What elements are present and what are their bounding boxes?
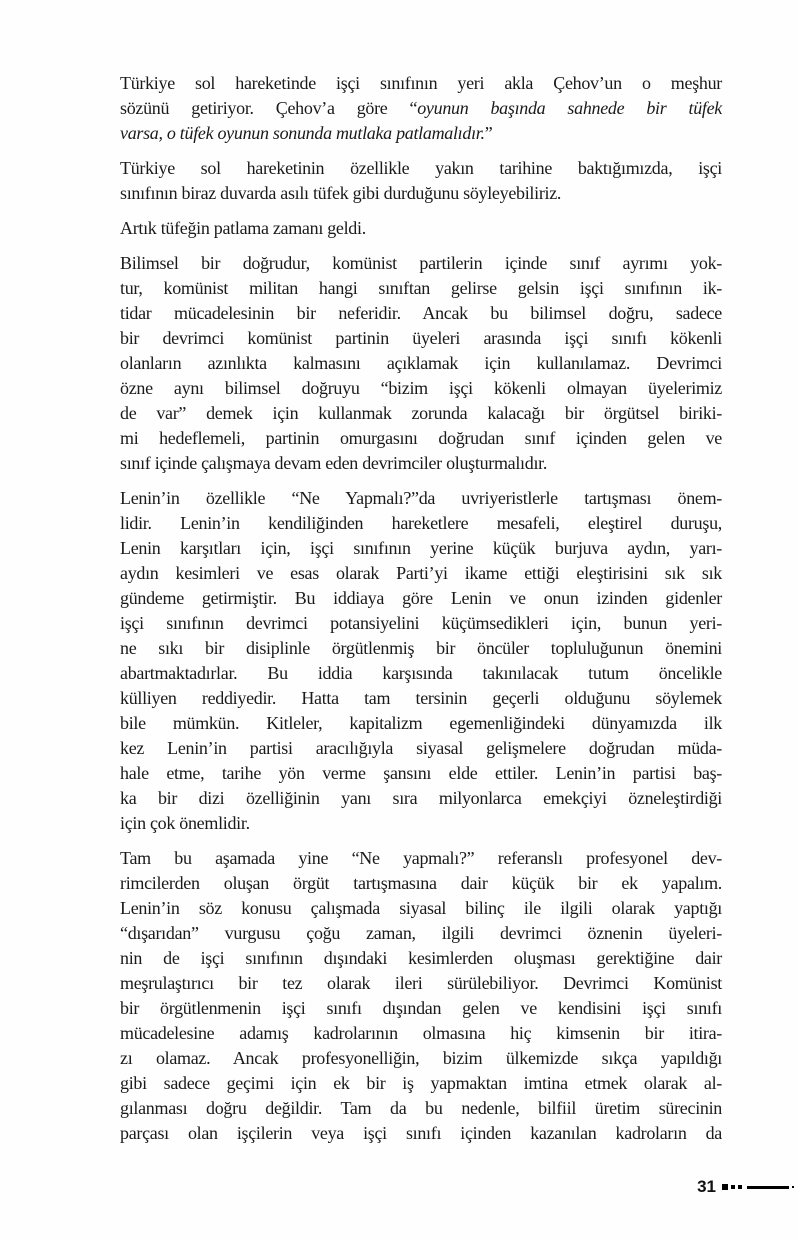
text-line	[120, 451, 722, 476]
text-segment: bir devrimci komünist partinin üyeleri arasında işçi sınıfı kökenli	[120, 328, 722, 348]
text-line	[120, 216, 722, 241]
text-line	[120, 686, 722, 711]
text-line	[120, 946, 722, 971]
text-line	[120, 996, 722, 1021]
text-line	[120, 896, 722, 921]
text-line	[120, 536, 722, 561]
text-line	[120, 661, 722, 686]
text-segment: sınıf içinde çalışmaya devam eden devrimciler oluşturmalıdır.	[120, 453, 548, 473]
text-line	[120, 811, 722, 836]
text-segment: zı olamaz. Ancak profesyonelliğin, bizim ülkemizde sıkça yapıldığı	[120, 1048, 722, 1068]
text-line	[120, 301, 722, 326]
text-line	[120, 511, 722, 536]
text-line	[120, 71, 722, 96]
text-line	[120, 1096, 722, 1121]
body-text	[120, 71, 722, 1156]
page-number: 31	[697, 1177, 716, 1196]
text-line	[120, 181, 722, 206]
text-segment: mücadelesine adamış kadrolarının olmasına hiç kimsenin bir itira-	[120, 1023, 722, 1043]
text-segment: Bilimsel bir doğrudur, komünist partilerin içinde sınıf ayrımı yok-	[120, 253, 722, 273]
text-line	[120, 251, 722, 276]
square-bullet-icon	[722, 1184, 728, 1190]
text-segment: aydın kesimleri ve esas olarak Parti’yi ikame ettiği eleştirisini sık sık	[120, 563, 722, 583]
text-segment: kez Lenin’in partisi aracılığıyla siyasal gelişmelere doğrudan müda-	[120, 738, 722, 758]
text-segment: Lenin’in özellikle “Ne Yapmalı?”da uvriyeristlerle tartışması önem-	[120, 488, 722, 508]
text-line	[120, 1121, 722, 1146]
text-segment: ka bir dizi özelliğinin yanı sıra milyonlarca emekçiyi özneleştirdiği	[120, 788, 722, 808]
text-line	[120, 376, 722, 401]
footer-end-dot-icon	[792, 1186, 794, 1188]
text-line	[120, 401, 722, 426]
text-segment: mi hedeflemeli, partinin omurgasını doğrudan sınıf içinden gelen ve	[120, 428, 722, 448]
text-segment: tidar mücadelesinin bir neferidir. Ancak bu bilimsel doğru, sadece	[120, 303, 722, 323]
text-segment: sınıfının biraz duvarda asılı tüfek gibi durduğunu söyleyebiliriz.	[120, 183, 562, 203]
text-line	[120, 276, 722, 301]
text-line	[120, 96, 722, 121]
text-segment: Tam bu aşamada yine “Ne yapmalı?” referanslı profesyonel dev-	[120, 848, 722, 868]
text-line	[120, 611, 722, 636]
text-segment: gılanması doğru değildir. Tam da bu nedenle, bilfiil üretim sürecinin	[120, 1098, 722, 1118]
square-bullet-icon	[731, 1185, 735, 1189]
page-footer	[697, 1177, 794, 1197]
text-segment: de var” demek için kullanmak zorunda kalacağı bir örgütsel biriki-	[120, 403, 722, 423]
text-segment: bir örgütlenmenin işçi sınıfı dışından gelen ve kendisini işçi sınıfı	[120, 998, 722, 1018]
text-segment: Türkiye sol hareketinde işçi sınıfının yeri akla Çehov’un o meşhur	[120, 73, 722, 93]
italic-quote-text: oyunun başında sahnede bir tüfek	[417, 98, 722, 118]
text-segment: abartmaktadırlar. Bu iddia karşısında takınılacak tutum öncelikle	[120, 663, 722, 683]
text-line	[120, 586, 722, 611]
text-segment: parçası olan işçilerin veya işçi sınıfı içinden kazanılan kadroların da	[120, 1123, 722, 1143]
text-segment: nin de işçi sınıfının dışındaki kesimlerden oluşması gerektiğine dair	[120, 948, 722, 968]
text-segment: meşrulaştırıcı bir tez olarak ileri sürülebiliyor. Devrimci Komünist	[120, 973, 722, 993]
text-line	[120, 736, 722, 761]
text-line	[120, 121, 722, 146]
text-line	[120, 1021, 722, 1046]
text-segment: Lenin karşıtları için, işçi sınıfının yerine küçük burjuva aydın, yarı-	[120, 538, 722, 558]
square-bullet-icon	[738, 1185, 742, 1189]
text-line	[120, 351, 722, 376]
para-4	[120, 251, 722, 476]
text-line	[120, 156, 722, 181]
text-segment: ne sıkı bir disiplinle örgütlenmiş bir öncüler topluluğunun önemini	[120, 638, 722, 658]
text-segment: olanların azınlıkta kalmasını açıklamak için kullanılamaz. Devrimci	[120, 353, 722, 373]
text-line	[120, 846, 722, 871]
text-line	[120, 561, 722, 586]
text-line	[120, 971, 722, 996]
text-line	[120, 426, 722, 451]
text-line	[120, 486, 722, 511]
text-line	[120, 871, 722, 896]
text-line	[120, 711, 722, 736]
text-segment: hale etme, tarihe yön verme şansını elde ettiler. Lenin’in partisi baş-	[120, 763, 722, 783]
text-line	[120, 326, 722, 351]
text-segment: “dışarıdan” vurgusu çoğu zaman, ilgili devrimci öznenin üyeleri-	[120, 923, 722, 943]
para-1	[120, 71, 722, 146]
text-segment: külliyen reddiyedir. Hatta tam tersinin geçerli olduğunu söylemek	[120, 688, 722, 708]
para-5	[120, 486, 722, 836]
text-segment: işçi sınıfının devrimci potansiyelini küçümsedikleri için, bunun yeri-	[120, 613, 722, 633]
text-segment: sözünü getiriyor. Çehov’a göre “	[120, 98, 418, 118]
text-segment: tur, komünist militan hangi sınıftan gelirse gelsin işçi sınıfının ik-	[120, 278, 722, 298]
footer-rule	[747, 1186, 789, 1189]
text-segment: özne aynı bilimsel doğruyu “bizim işçi kökenli olmayan üyelerimiz	[120, 378, 722, 398]
text-segment: gibi sadece geçimi için ek bir iş yapmaktan imtina etmek olarak al-	[120, 1073, 722, 1093]
para-2	[120, 156, 722, 206]
italic-quote-text: varsa, o tüfek oyunun sonunda mutlaka patlamalıdır.	[120, 123, 485, 143]
text-line	[120, 921, 722, 946]
text-line	[120, 1046, 722, 1071]
text-segment: ”	[484, 123, 493, 143]
text-line	[120, 1071, 722, 1096]
text-line	[120, 761, 722, 786]
text-line	[120, 636, 722, 661]
text-segment: rimcilerden oluşan örgüt tartışmasına dair küçük bir ek yapalım.	[120, 873, 722, 893]
para-6	[120, 846, 722, 1146]
text-segment: Türkiye sol hareketinin özellikle yakın tarihine baktığımızda, işçi	[120, 158, 722, 178]
text-segment: gündeme getirmiştir. Bu iddiaya göre Lenin ve onun izinden gidenler	[120, 588, 722, 608]
para-3	[120, 216, 722, 241]
text-line	[120, 786, 722, 811]
text-segment: Lenin’in söz konusu çalışmada siyasal bilinç ile ilgili olarak yaptığı	[120, 898, 722, 918]
text-segment: Artık tüfeğin patlama zamanı geldi.	[120, 218, 366, 238]
text-segment: lidir. Lenin’in kendiliğinden hareketlere mesafeli, eleştirel duruşu,	[120, 513, 722, 533]
text-segment: bile mümkün. Kitleler, kapitalizm egemenliğindeki dünyamızda ilk	[120, 713, 722, 733]
text-segment: için çok önemlidir.	[120, 813, 250, 833]
